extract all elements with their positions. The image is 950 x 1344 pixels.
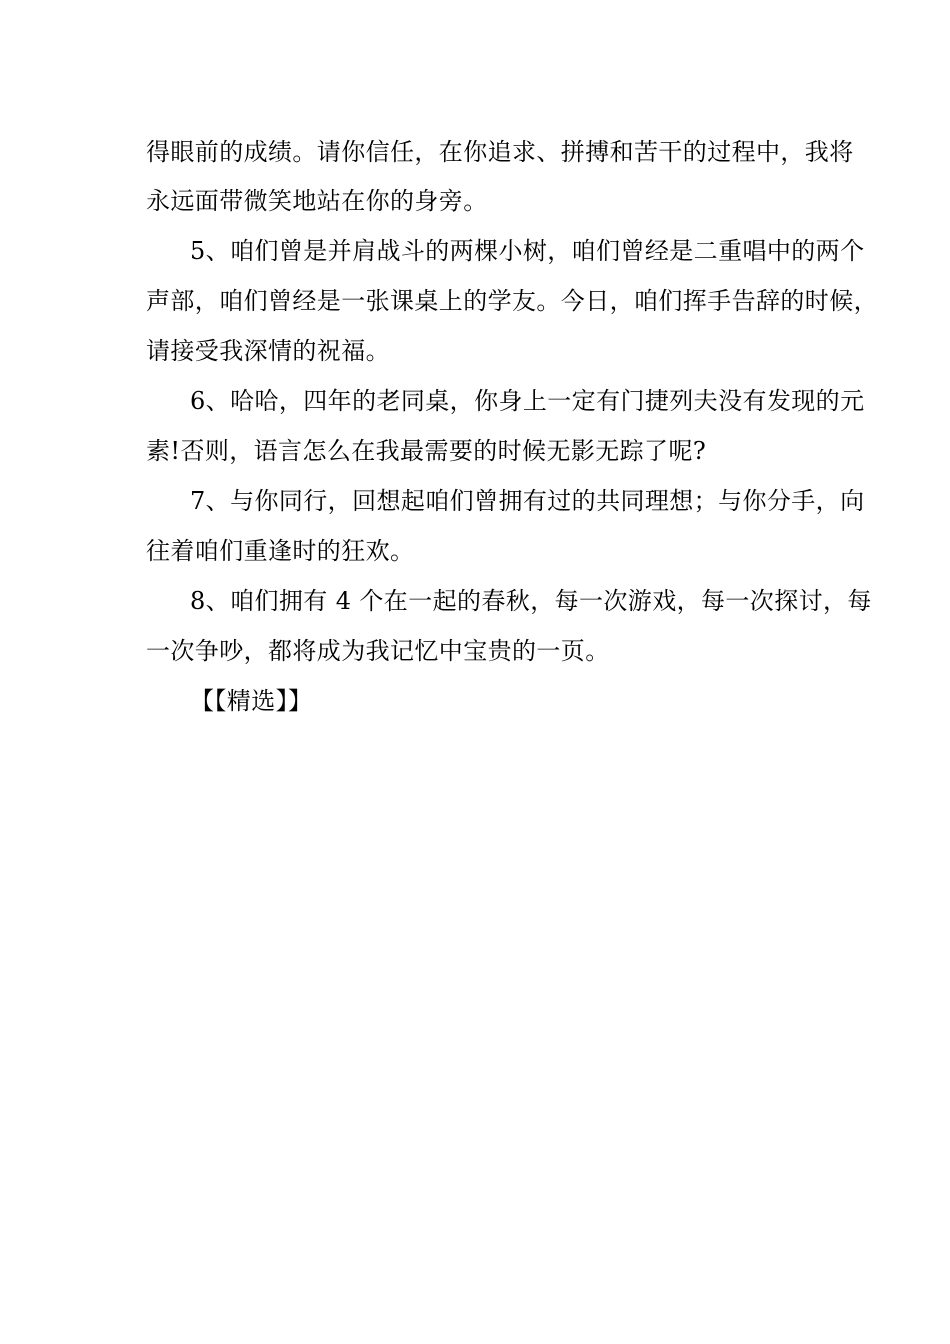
paragraph-line: 声部，咱们曾经是一张课桌上的学友。今日，咱们挥手告辞的时候， xyxy=(146,287,878,315)
paragraph-line: 往着咱们重逢时的狂欢。 xyxy=(146,537,415,565)
paragraph-line: 素!否则，语言怎么在我最需要的时候无影无踪了呢? xyxy=(146,437,707,465)
paragraph-line: 6、哈哈，四年的老同桌，你身上一定有门捷列夫没有发现的元 xyxy=(190,387,865,415)
paragraph-line: 5、咱们曾是并肩战斗的两棵小树，咱们曾经是二重唱中的两个 xyxy=(190,237,865,265)
paragraph-line: 请接受我深情的祝福。 xyxy=(146,337,390,365)
paragraph-line: 8、咱们拥有 4 个在一起的春秋，每一次游戏，每一次探讨，每 xyxy=(190,587,872,615)
paragraph-line: 一次争吵，都将成为我记忆中宝贵的一页。 xyxy=(146,637,610,665)
paragraph-line: 7、与你同行，回想起咱们曾拥有过的共同理想；与你分手，向 xyxy=(190,487,865,515)
selected-tag: 【【精选】】 xyxy=(190,687,313,715)
paragraph-line: 得眼前的成绩。请你信任，在你追求、拼搏和苦干的过程中，我将 xyxy=(146,138,854,166)
paragraph-line: 永远面带微笑地站在你的身旁。 xyxy=(146,187,488,215)
